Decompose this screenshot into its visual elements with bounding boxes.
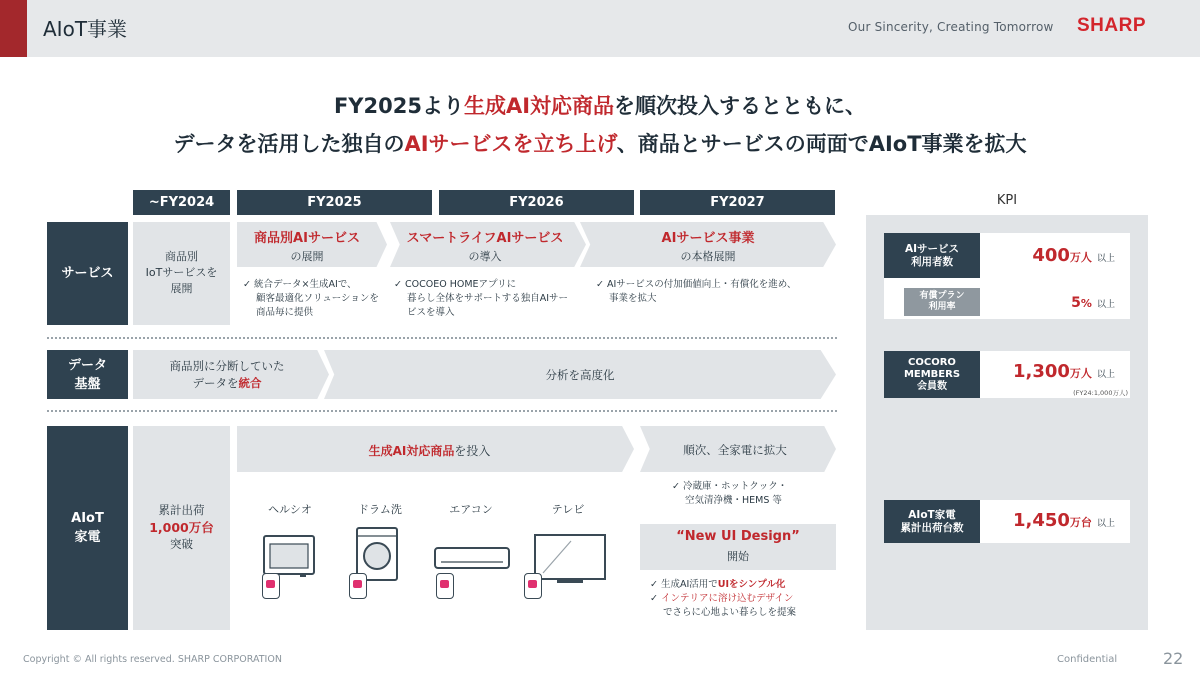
kpi-unit: 万台 (1069, 516, 1092, 529)
text-line: 突破 (170, 537, 193, 551)
kpi-suffix: 以上 (1096, 519, 1115, 529)
highlight-text: 統合 (238, 376, 262, 390)
bullet-text: COCOEO HOMEアプリに (404, 279, 517, 290)
service-chevron-2-title: スマートライフAIサービス (406, 231, 564, 246)
aiot-fy2024-text (133, 502, 230, 553)
service-bullet-2: ✓ COCOEO HOMEアプリに 暮らし全体をサポートする独自AIサービスを導入 (394, 278, 574, 320)
smartphone-icon (349, 573, 367, 599)
kpi-suffix: 以上 (1096, 300, 1115, 310)
kpi-label-ai-users: AIサービス 利用者数 (884, 233, 980, 278)
new-ui-sub: 開始 (727, 550, 749, 563)
smartphone-icon (262, 573, 280, 599)
headline-text: を順次投入するとともに、 (614, 94, 867, 118)
kpi-note-members: (FY24:1,000万人) (1073, 389, 1128, 397)
text-line: 累計出荷 (158, 503, 205, 517)
new-ui-title: “New UI Design” (676, 529, 800, 544)
kpi-unit: 万人 (1069, 367, 1092, 380)
kpi-value-ai-users (985, 245, 1115, 266)
headline-text: FY2025より (333, 94, 464, 118)
service-chevron-2-sub: の導入 (468, 250, 502, 263)
service-bullet-1: ✓ 統合データ×生成AIで、 顧客最適化ソリューションを商品毎に提供 (243, 278, 383, 320)
appliance-label-aircon: エアコン (449, 503, 493, 516)
service-bullet-3: ✓ AIサービスの付加価値向上・有償化を進め、 事業を拡大 (596, 279, 797, 304)
appliance-label-healsio: ヘルシオ (268, 503, 312, 516)
kpi-unit: % (1080, 297, 1092, 310)
aiot-launch-text (237, 442, 622, 459)
bullet-text: でさらに心地よい暮らしを提案 (663, 607, 797, 618)
kpi-label-shipments: AIoT家電 累計出荷台数 (884, 500, 980, 543)
aiot-expand-text: 順次、全家電に拡大 (683, 443, 787, 457)
highlight-text: インテリアに溶け込むデザイン (660, 593, 794, 604)
kpi-suffix: 以上 (1096, 370, 1115, 380)
highlight-text: 1,000万台 (149, 520, 214, 535)
kpi-number: 400 (1032, 245, 1070, 266)
kpi-label-paid-plan: 有償プラン 利用率 (904, 288, 980, 316)
data-left-text (135, 358, 319, 392)
air-conditioner-icon (433, 545, 511, 573)
year-header-fy2027: FY2027 (640, 190, 835, 215)
kpi-suffix: 以上 (1096, 254, 1115, 264)
kpi-header: KPI (996, 193, 1018, 208)
kpi-label-members: COCORO MEMBERS 会員数 (884, 351, 980, 398)
headline-text: 、商品とサービスの両面でAIoT事業を拡大 (616, 132, 1027, 156)
label-line: データ (67, 357, 107, 373)
year-header-fy2024: ~FY2024 (133, 190, 230, 215)
text-line: 展開 (170, 282, 193, 295)
new-ui-bullets: ✓ 生成AI活用でUIをシンプル化 ✓ インテリアに溶け込むデザイン でさらに心地よい暮らしを提案 (650, 579, 797, 618)
bullet-text: 統合データ×生成AIで、 (253, 279, 357, 290)
text-line: IoTサービスを (145, 266, 218, 279)
label-line: 基盤 (74, 376, 101, 392)
data-right-text: 分析を高度化 (545, 368, 615, 382)
service-chevron-3-title: AIサービス事業 (661, 231, 755, 246)
kpi-number: 1,450 (1012, 510, 1070, 531)
headline-highlight: AIサービスを立ち上げ (404, 132, 617, 156)
row-label-aiot (47, 426, 128, 630)
footer-copyright: Copyright © All rights reserved. SHARP CORPORATION (23, 654, 282, 665)
footer-confidential: Confidential (1057, 654, 1118, 665)
row-divider (47, 337, 837, 339)
service-fy2024-text (133, 249, 230, 297)
label-line: 家電 (74, 530, 101, 545)
oven-icon (262, 532, 318, 578)
year-header-fy2025: FY2025 (237, 190, 432, 215)
bullet-text: 生成AI活用で (660, 579, 718, 590)
appliance-label-tv: テレビ (551, 503, 585, 516)
highlight-text: UIをシンプル化 (717, 579, 786, 590)
year-header-fy2026: FY2026 (439, 190, 634, 215)
bullet-text: 冷蔵庫・ホットクック・ (682, 481, 788, 492)
service-chevron-1-sub: の展開 (290, 250, 324, 263)
service-chevron-3-sub: の本格展開 (680, 250, 736, 263)
text: を投入 (454, 444, 491, 458)
smartphone-icon (436, 573, 454, 599)
tv-icon (533, 533, 607, 585)
bullet-text: 暮らし全体をサポートする独自AIサービスを導入 (407, 293, 569, 318)
appliance-label-drum-washer: ドラム洗 (358, 503, 402, 516)
highlight-text: 生成AI対応商品 (368, 444, 455, 458)
service-chevron-1-title: 商品別AIサービス (254, 231, 360, 246)
kpi-value-shipments (985, 510, 1115, 531)
bullet-text: 空気清浄機・HEMS 等 (685, 495, 782, 506)
label-line: AIoT (71, 511, 104, 526)
headline-highlight: 生成AI対応商品 (463, 94, 615, 118)
smartphone-icon (524, 573, 542, 599)
bullet-text: 事業を拡大 (609, 293, 657, 304)
sharp-logo: SHARP (1077, 15, 1147, 36)
header-accent (0, 0, 27, 57)
kpi-value-members (985, 361, 1115, 382)
row-label-service: サービス (47, 222, 128, 325)
tagline: Our Sincerity, Creating Tomorrow (848, 20, 1054, 34)
text-line: 商品別 (165, 250, 198, 263)
row-divider (47, 410, 837, 412)
page-title: AIoT事業 (43, 17, 128, 41)
bullet-text: AIサービスの付加価値向上・有償化を進め、 (606, 279, 797, 290)
headline-text: データを活用した独自の (173, 132, 405, 156)
text-line: データを (192, 376, 239, 390)
kpi-number: 5 (1071, 295, 1081, 311)
kpi-unit: 万人 (1069, 251, 1092, 264)
headline-line-2 (0, 128, 1200, 158)
aiot-expand-bullets: ✓ 冷蔵庫・ホットクック・ 空気清浄機・HEMS 等 (672, 481, 788, 506)
text-line: 商品別に分断していた (169, 359, 285, 373)
headline-line-1 (0, 90, 1200, 120)
kpi-number: 1,300 (1012, 361, 1070, 382)
kpi-value-paid-plan (985, 292, 1115, 311)
page-number: 22 (1163, 649, 1184, 668)
row-label-data-platform (47, 350, 128, 399)
bullet-text: 顧客最適化ソリューションを商品毎に提供 (256, 293, 379, 318)
